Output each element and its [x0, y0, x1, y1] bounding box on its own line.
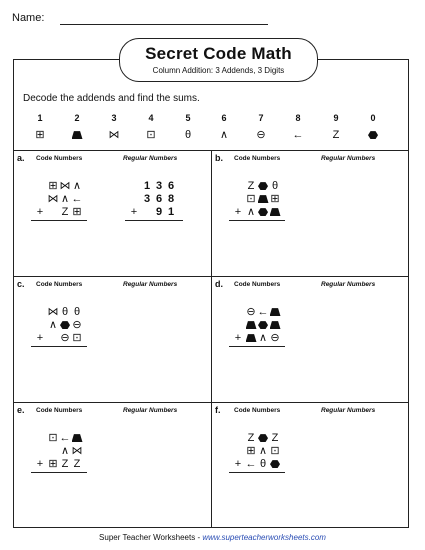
- regular-numbers-label: Regular Numbers: [123, 281, 178, 288]
- problem-f: [211, 402, 409, 528]
- key-item: [104, 113, 124, 141]
- problem-letter: e.: [17, 405, 25, 415]
- code-symbol: ∧: [258, 445, 268, 457]
- trapezoid-icon: [270, 208, 281, 216]
- code-row: [231, 319, 281, 332]
- code-symbol: θ: [61, 306, 69, 318]
- problem-a: [13, 150, 211, 276]
- regular-numbers-label: Regular Numbers: [123, 407, 178, 414]
- regular-numbers-label: Regular Numbers: [321, 281, 376, 288]
- regular-numbers-label: Regular Numbers: [321, 155, 376, 162]
- trapezoid-icon: [270, 308, 281, 316]
- regular-digit: 8: [167, 193, 175, 205]
- code-symbol: [245, 332, 257, 345]
- plus-sign: +: [234, 206, 242, 218]
- code-symbol: ⊡: [246, 193, 256, 205]
- code-symbol: ⊞: [270, 193, 280, 205]
- footer-link[interactable]: www.superteacherworksheets.com: [202, 533, 326, 542]
- hexagon-icon: [258, 434, 268, 442]
- code-symbol: Z: [61, 458, 69, 470]
- key-item: [214, 113, 234, 141]
- problem-c: [13, 276, 211, 402]
- code-symbol: ⊖: [72, 319, 82, 331]
- key-item: [67, 113, 87, 141]
- code-symbol: Z: [247, 432, 255, 444]
- code-numbers-label: Code Numbers: [234, 155, 281, 162]
- hexagon-icon: [258, 182, 268, 190]
- regular-numbers-label: Regular Numbers: [123, 155, 178, 162]
- left-arrow-icon: ←: [292, 129, 304, 141]
- hexagon-icon: [258, 208, 268, 216]
- code-row: [33, 319, 83, 332]
- key-digit: 3: [111, 113, 117, 123]
- boxed-plus-icon: ⊞: [35, 129, 45, 141]
- regular-digit: 6: [167, 180, 175, 192]
- key-digit: 2: [74, 113, 80, 123]
- plus-sign: +: [36, 332, 44, 344]
- caret-icon: ∧: [219, 129, 229, 141]
- code-symbol: ∧: [258, 332, 268, 344]
- theta-icon: θ: [184, 129, 192, 141]
- code-symbol: ∧: [48, 319, 58, 331]
- code-symbol: ←: [257, 306, 269, 318]
- problem-grid: [13, 150, 409, 528]
- code-row: [231, 445, 281, 458]
- code-symbol: [257, 180, 269, 193]
- bowtie-icon: ⋈: [108, 129, 120, 141]
- plus-sign: +: [36, 206, 44, 218]
- key-digit: 5: [185, 113, 191, 123]
- code-symbol: ←: [245, 458, 257, 470]
- hexagon-icon: [270, 460, 280, 468]
- problem-letter: a.: [17, 153, 25, 163]
- code-symbol: ⊖: [270, 332, 280, 344]
- code-symbol: ←: [59, 432, 71, 444]
- code-row: [231, 458, 281, 471]
- code-row: [231, 193, 281, 206]
- key-item: [326, 113, 346, 141]
- code-numbers-label: Code Numbers: [36, 407, 83, 414]
- code-numbers-label: Code Numbers: [36, 281, 83, 288]
- boxed-dot-icon: ⊡: [146, 129, 156, 141]
- hexagon-icon: [258, 321, 268, 329]
- code-symbol: ∧: [60, 193, 70, 205]
- code-symbol: ⋈: [59, 180, 71, 192]
- code-symbol: [257, 206, 269, 219]
- code-symbol: ←: [71, 193, 83, 205]
- code-numbers-label: Code Numbers: [36, 155, 83, 162]
- code-symbol: ⊖: [60, 332, 70, 344]
- code-symbol: ∧: [246, 206, 256, 218]
- footer-prefix: Super Teacher Worksheets -: [99, 533, 203, 542]
- code-symbol: ⊡: [48, 432, 58, 444]
- code-row: [33, 445, 83, 458]
- plus-sign: +: [234, 458, 242, 470]
- code-numbers-label: Code Numbers: [234, 407, 281, 414]
- problem-e: [13, 402, 211, 528]
- sum-line: [229, 472, 285, 473]
- key-digit: 7: [258, 113, 264, 123]
- regular-digit: 1: [167, 206, 175, 218]
- z-icon: Z: [332, 129, 340, 141]
- key-digit: 0: [370, 113, 376, 123]
- code-symbol: Z: [271, 432, 279, 444]
- code-symbol: Z: [247, 180, 255, 192]
- sum-line: [229, 220, 285, 221]
- key-digit: 8: [295, 113, 301, 123]
- code-row: [33, 306, 83, 319]
- name-label: Name:: [12, 12, 45, 24]
- code-symbol: [257, 319, 269, 332]
- code-numbers-label: Code Numbers: [234, 281, 281, 288]
- code-row: [231, 432, 281, 445]
- regular-sum-line: [125, 220, 183, 221]
- code-symbol: [269, 306, 281, 319]
- trapezoid-icon: [246, 321, 257, 329]
- code-symbol: [257, 432, 269, 445]
- code-symbol: [257, 193, 269, 206]
- page-subtitle: Column Addition: 3 Addends, 3 Digits: [152, 66, 285, 75]
- code-symbol: θ: [73, 306, 81, 318]
- code-symbol: ⊖: [246, 306, 256, 318]
- code-symbol: θ: [259, 458, 267, 470]
- regular-row: [127, 193, 177, 206]
- key-item: [251, 113, 271, 141]
- code-symbol: ⋈: [71, 445, 83, 457]
- plus-sign: +: [130, 206, 138, 218]
- key-digit: 6: [221, 113, 227, 123]
- problem-letter: d.: [215, 279, 223, 289]
- code-symbol: ⋈: [47, 193, 59, 205]
- key-item: [288, 113, 308, 141]
- regular-digit: 3: [143, 193, 151, 205]
- code-symbol: ⊞: [246, 445, 256, 457]
- name-line[interactable]: [60, 24, 268, 25]
- code-row: [33, 206, 83, 219]
- code-row: [33, 180, 83, 193]
- regular-digit: 1: [143, 180, 151, 192]
- circle-minus-icon: ⊖: [256, 129, 266, 141]
- hexagon-icon: [60, 321, 70, 329]
- regular-row: [127, 206, 177, 219]
- code-row: [33, 332, 83, 345]
- sum-line: [31, 346, 87, 347]
- plus-sign: +: [234, 332, 242, 344]
- problem-letter: b.: [215, 153, 223, 163]
- code-symbol: ⊡: [72, 332, 82, 344]
- regular-numbers-label: Regular Numbers: [321, 407, 376, 414]
- code-symbol: ⊞: [48, 458, 58, 470]
- code-symbol: ⊞: [72, 206, 82, 218]
- code-symbol: ∧: [60, 445, 70, 457]
- page-title: Secret Code Math: [145, 44, 292, 63]
- hexagon-icon: [363, 129, 383, 141]
- code-row: [33, 458, 83, 471]
- trapezoid-icon: [246, 334, 257, 342]
- key-item: [141, 113, 161, 141]
- footer: [0, 533, 425, 542]
- code-row: [231, 306, 281, 319]
- code-symbol: [269, 458, 281, 471]
- code-row: [231, 206, 281, 219]
- trapezoid-icon: [67, 129, 87, 141]
- problem-b: [211, 150, 409, 276]
- key-digit: 4: [148, 113, 154, 123]
- regular-digit: 9: [155, 206, 163, 218]
- problem-letter: c.: [17, 279, 25, 289]
- code-row: [231, 332, 281, 345]
- key-item: [30, 113, 50, 141]
- regular-digit: 6: [155, 193, 163, 205]
- code-row: [33, 432, 83, 445]
- code-symbol: ⋈: [47, 306, 59, 318]
- instructions: Decode the addends and find the sums.: [23, 93, 200, 104]
- key-digit: 1: [37, 113, 43, 123]
- plus-sign: +: [36, 458, 44, 470]
- code-symbol: [269, 206, 281, 219]
- code-symbol: ⊡: [270, 445, 280, 457]
- trapezoid-icon: [258, 195, 269, 203]
- problem-d: [211, 276, 409, 402]
- title-box: [119, 38, 318, 82]
- key-item: [363, 113, 383, 141]
- code-symbol: [269, 319, 281, 332]
- code-symbol: [71, 432, 83, 445]
- code-symbol: Z: [61, 206, 69, 218]
- code-symbol: ⊞: [48, 180, 58, 192]
- regular-digit: 3: [155, 180, 163, 192]
- code-symbol: [245, 319, 257, 332]
- code-symbol: Z: [73, 458, 81, 470]
- trapezoid-icon: [270, 321, 281, 329]
- code-symbol: [59, 319, 71, 332]
- sum-line: [31, 472, 87, 473]
- regular-row: [127, 180, 177, 193]
- sum-line: [31, 220, 87, 221]
- code-symbol: θ: [271, 180, 279, 192]
- problem-letter: f.: [215, 405, 221, 415]
- key-item: [178, 113, 198, 141]
- trapezoid-icon: [72, 434, 83, 442]
- code-symbol: ∧: [72, 180, 82, 192]
- key-digit: 9: [333, 113, 339, 123]
- sum-line: [229, 346, 285, 347]
- code-row: [33, 193, 83, 206]
- code-row: [231, 180, 281, 193]
